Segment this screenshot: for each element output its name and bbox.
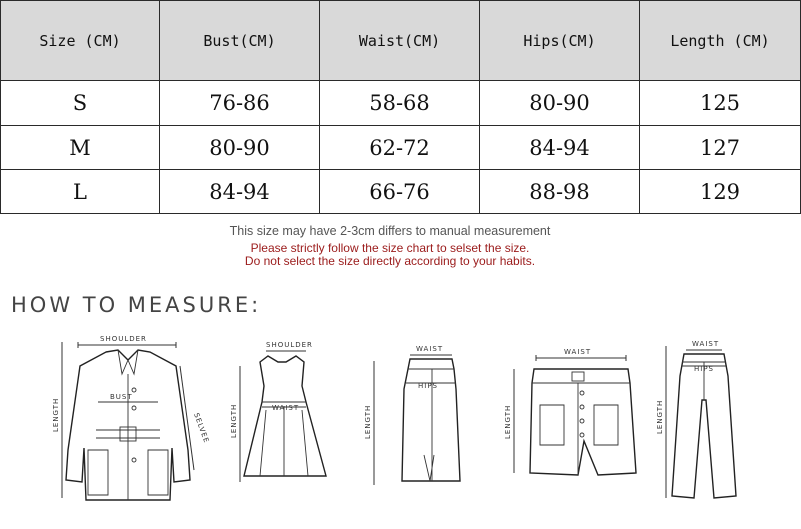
cell-hips: 84-94 — [480, 126, 640, 170]
cell-bust: 80-90 — [160, 126, 320, 170]
skirt-figure — [360, 345, 470, 490]
header-size: Size (CM) — [1, 1, 160, 81]
warning-note-1: Please strictly follow the size chart to selset the size. — [250, 241, 530, 255]
cell-length: 129 — [640, 170, 801, 214]
header-bust: Bust(CM) — [160, 1, 320, 81]
shorts-length-label: LENGTH — [504, 404, 512, 439]
cell-hips: 88-98 — [480, 170, 640, 214]
dress-figure — [226, 338, 336, 488]
cell-size: M — [1, 126, 160, 170]
coat-illustration — [48, 330, 211, 505]
dress-shoulder-label: SHOULDER — [266, 341, 313, 349]
table-row — [1, 81, 801, 126]
pants-length-label: LENGTH — [656, 399, 664, 434]
cell-waist: 66-76 — [320, 170, 480, 214]
pants-waist-label: WAIST — [692, 340, 720, 348]
dress-illustration — [226, 338, 336, 488]
skirt-illustration — [360, 345, 470, 490]
skirt-length-label: LENGTH — [364, 404, 372, 439]
pants-illustration — [652, 340, 762, 505]
warning-note-2: Do not select the size directly according to your habits. — [244, 254, 536, 268]
table-header-row — [1, 1, 801, 81]
coat-figure — [48, 330, 211, 505]
pants-figure — [652, 340, 762, 505]
coat-sleeve-label: SELVEE — [192, 411, 211, 445]
cell-length: 125 — [640, 81, 801, 126]
coat-shoulder-label: SHOULDER — [100, 335, 147, 343]
dress-length-label: LENGTH — [230, 403, 238, 438]
shorts-waist-label: WAIST — [564, 348, 592, 356]
table-row — [1, 126, 801, 170]
cell-waist: 62-72 — [320, 126, 480, 170]
dress-waist-label: WAIST — [272, 404, 300, 412]
cell-bust: 76-86 — [160, 81, 320, 126]
coat-bust-label: BUST — [110, 393, 133, 401]
cell-length: 127 — [640, 126, 801, 170]
cell-size: S — [1, 81, 160, 126]
cell-size: L — [1, 170, 160, 214]
cell-waist: 58-68 — [320, 81, 480, 126]
size-chart-table — [0, 0, 801, 214]
shorts-illustration — [498, 345, 648, 480]
skirt-waist-label: WAIST — [416, 345, 444, 353]
cell-bust: 84-94 — [160, 170, 320, 214]
header-hips: Hips(CM) — [480, 1, 640, 81]
how-to-measure-title: HOW TO MEASURE: — [11, 293, 262, 317]
header-length: Length (CM) — [640, 1, 801, 81]
table-row — [1, 170, 801, 214]
measurement-note: This size may have 2-3cm differs to manual measurement — [229, 224, 551, 238]
header-waist: Waist(CM) — [320, 1, 480, 81]
skirt-hips-label: HIPS — [418, 382, 438, 390]
pants-hips-label: HIPS — [694, 365, 714, 373]
cell-hips: 80-90 — [480, 81, 640, 126]
coat-length-label: LENGTH — [52, 397, 60, 432]
shorts-figure — [498, 345, 648, 480]
